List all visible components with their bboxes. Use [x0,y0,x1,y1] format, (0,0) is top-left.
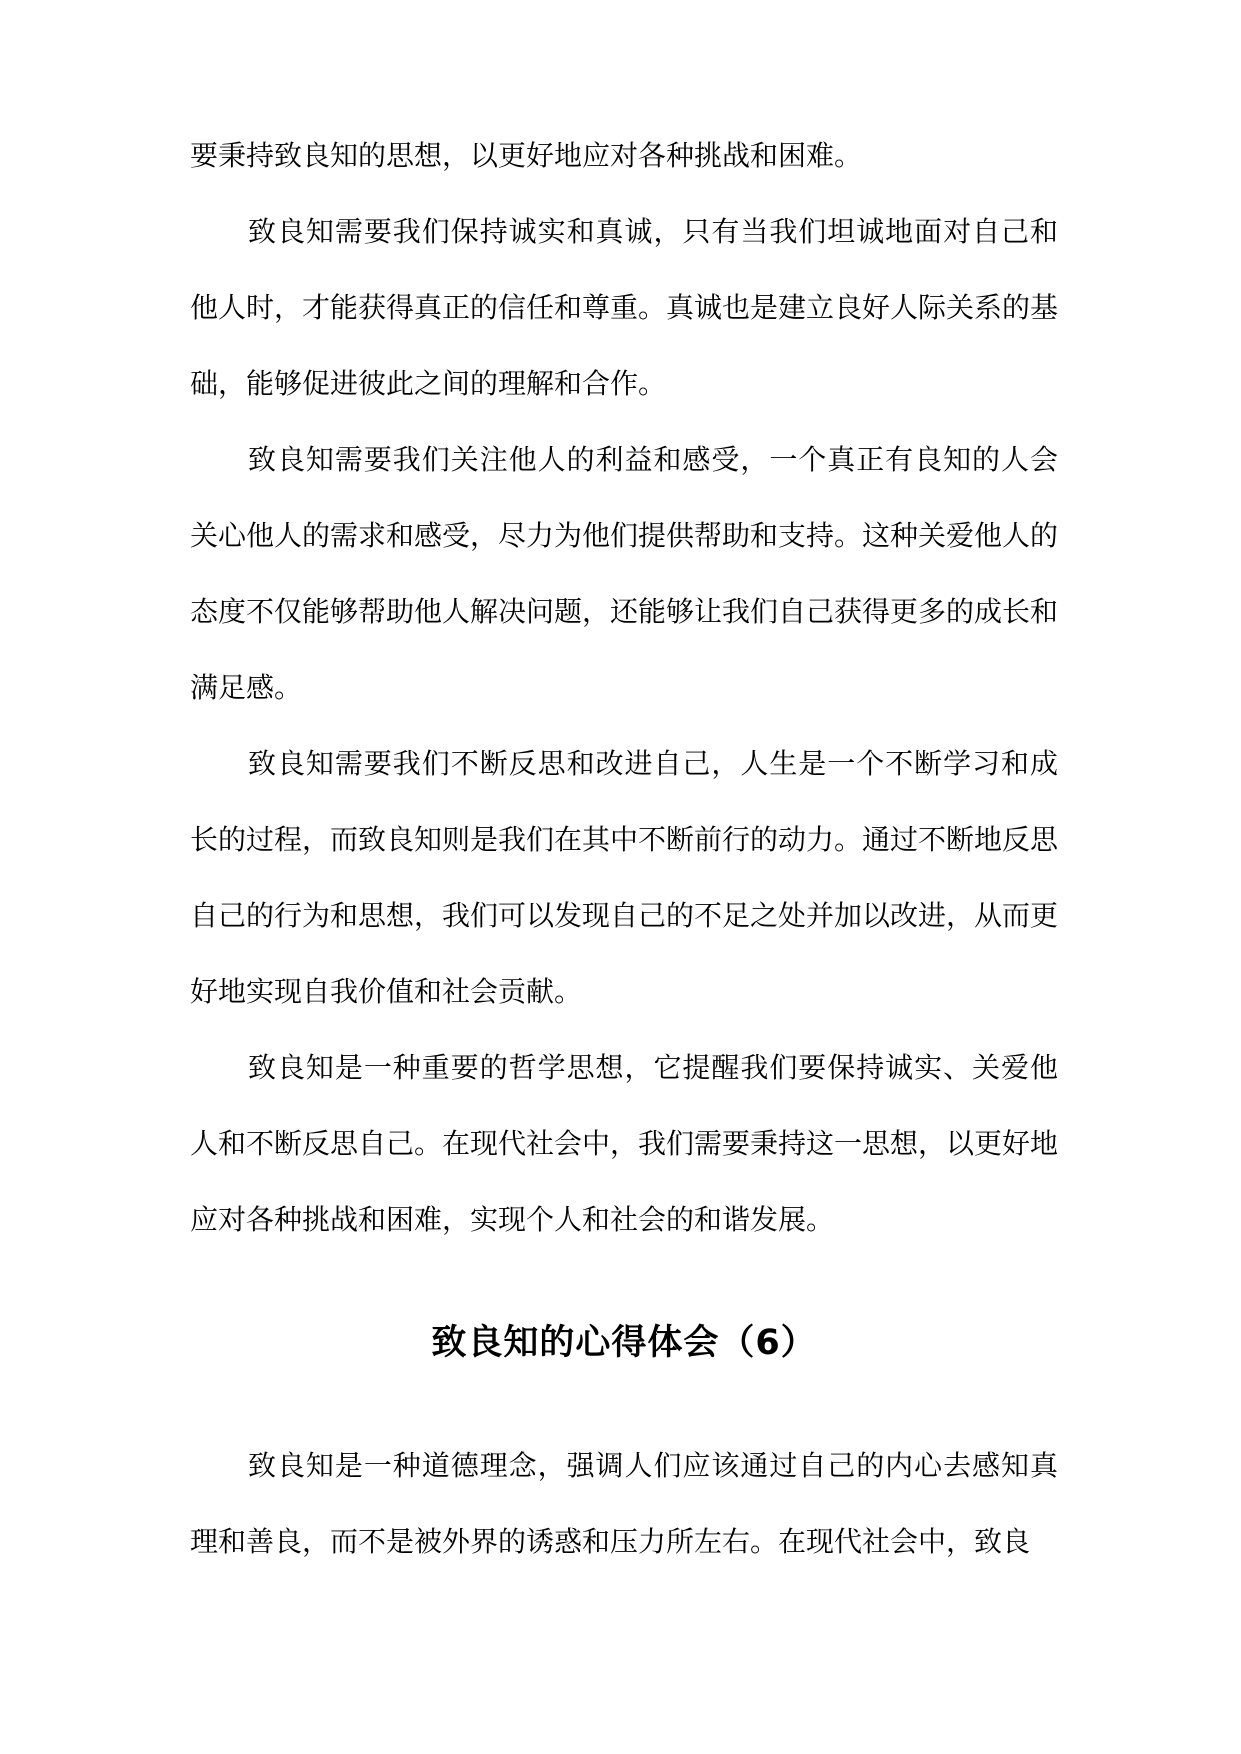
body-text-bottom [190,1428,1058,1580]
section-heading: 致良知的心得体会（6） [431,1323,817,1363]
body-text-top [190,118,1058,1258]
paragraph-6: 致良知是一种道德理念，强调人们应该通过自己的内心去感知真理和善良，而不是被外界的诱惑和压力所左右。在现代社会中，致良 [190,1449,1058,1558]
paragraph-1: 要秉持致良知的思想，以更好地应对各种挑战和困难。 [190,139,863,172]
paragraph-3: 致良知需要我们关注他人的利益和感受，一个真正有良知的人会关心他人的需求和感受，尽力为他们提供帮助和支持。这种关爱他人的态度不仅能够帮助他人解决问题，还能够让我们自己获得更多的成长和满足感。 [190,443,1059,704]
paragraph-2: 致良知需要我们保持诚实和真诚，只有当我们坦诚地面对自己和他人时，才能获得真正的信任和尊重。真诚也是建立良好人际关系的基础，能够促进彼此之间的理解和合作。 [190,215,1059,400]
paragraph-5: 致良知是一种重要的哲学思想，它提醒我们要保持诚实、关爱他人和不断反思自己。在现代社会中，我们需要秉持这一思想，以更好地应对各种挑战和困难，实现个人和社会的和谐发展。 [190,1051,1059,1236]
paragraph-4: 致良知需要我们不断反思和改进自己，人生是一个不断学习和成长的过程，而致良知则是我们在其中不断前行的动力。通过不断地反思自己的行为和思想，我们可以发现自己的不足之处并加以改进，从而更好地实现自我价值和社会贡献。 [190,747,1059,1008]
